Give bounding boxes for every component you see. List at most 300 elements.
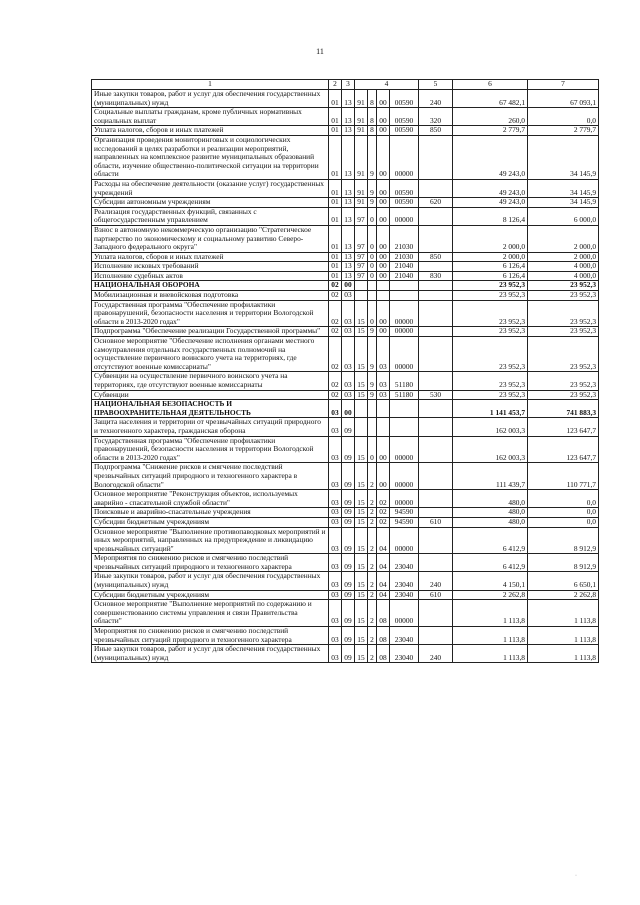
row-name: Государственная программа "Обеспечение профилактики правонарушений, безопасности населения и территории Вологодской области в 2013-2020 годах"	[92, 436, 329, 463]
subprogram-code: 8	[368, 90, 377, 108]
subsection-code: 13	[342, 262, 355, 272]
program-code: 91	[355, 90, 368, 108]
row-name: Субвенции	[92, 390, 329, 400]
expense-type-code	[419, 337, 453, 372]
subprogram-code: 2	[368, 508, 377, 518]
section-code: 03	[329, 590, 342, 600]
subsection-code: 09	[342, 508, 355, 518]
program-code: 91	[355, 198, 368, 208]
program-code: 15	[355, 337, 368, 372]
amount-col-6: 480,0	[453, 508, 528, 518]
event-code: 00	[377, 207, 390, 225]
expense-type-code	[419, 281, 453, 291]
program-code: 15	[355, 436, 368, 463]
amount-col-7: 34 145,9	[528, 198, 599, 208]
section-code: 03	[329, 400, 342, 418]
amount-col-6: 23 952,3	[453, 372, 528, 390]
direction-code: 00000	[390, 207, 419, 225]
row-name: Исполнение исковых требований	[92, 262, 329, 272]
expense-type-code	[419, 135, 453, 179]
subprogram-code: 0	[368, 225, 377, 252]
row-name: Подпрограмма "Обеспечение реализации Государственной программы"	[92, 327, 329, 337]
row-name: Основное мероприятие "Выполнение противопаводковых мероприятий и иных мероприятий, направленных на предупреждение и ликвидацию чрезвычайных ситуаций"	[92, 527, 329, 554]
amount-col-7: 23 952,3	[528, 390, 599, 400]
row-name: Уплата налогов, сборов и иных платежей	[92, 252, 329, 262]
direction-code: 00590	[390, 179, 419, 197]
row-name: Государственная программа "Обеспечение профилактики правонарушений, безопасности населения и территории Вологодской области в 2013-2020 годах"	[92, 300, 329, 327]
section-code: 03	[329, 554, 342, 572]
event-code: 00	[377, 108, 390, 126]
direction-code: 00000	[390, 337, 419, 372]
subprogram-code: 0	[368, 300, 377, 327]
amount-col-7: 8 912,9	[528, 554, 599, 572]
table-row	[92, 400, 599, 418]
section-code: 03	[329, 572, 342, 590]
row-name: Иные закупки товаров, работ и услуг для обеспечения государственных (муниципальных) нужд	[92, 572, 329, 590]
subprogram-code: 2	[368, 645, 377, 663]
direction-code: 21040	[390, 271, 419, 281]
amount-col-7: 0,0	[528, 517, 599, 527]
amount-col-6: 4 150,1	[453, 572, 528, 590]
section-code: 03	[329, 527, 342, 554]
subsection-code: 13	[342, 252, 355, 262]
event-code	[377, 400, 390, 418]
amount-col-6: 480,0	[453, 517, 528, 527]
amount-col-7: 8 912,9	[528, 527, 599, 554]
amount-col-6: 23 952,3	[453, 327, 528, 337]
section-code: 01	[329, 90, 342, 108]
amount-col-6: 49 243,0	[453, 179, 528, 197]
table-row	[92, 490, 599, 508]
direction-code: 94590	[390, 517, 419, 527]
subsection-code: 09	[342, 627, 355, 645]
amount-col-7: 23 952,3	[528, 337, 599, 372]
table-row	[92, 554, 599, 572]
table-row	[92, 126, 599, 136]
direction-code: 23040	[390, 554, 419, 572]
amount-col-7: 6 000,0	[528, 207, 599, 225]
amount-col-6: 8 126,4	[453, 207, 528, 225]
event-code: 04	[377, 572, 390, 590]
section-code: 02	[329, 291, 342, 301]
amount-col-7: 23 952,3	[528, 291, 599, 301]
row-name: Поисковые и аварийно-спасательные учреждения	[92, 508, 329, 518]
subprogram-code: 2	[368, 554, 377, 572]
row-name: Основное мероприятие "Реконструкция объектов, используемых аварийно - спасательной службой области"	[92, 490, 329, 508]
event-code: 08	[377, 600, 390, 627]
event-code: 02	[377, 490, 390, 508]
subprogram-code: 9	[368, 179, 377, 197]
subprogram-code: 9	[368, 135, 377, 179]
expense-type-code	[419, 436, 453, 463]
subprogram-code: 2	[368, 590, 377, 600]
amount-col-7: 741 883,3	[528, 400, 599, 418]
expense-type-code	[419, 627, 453, 645]
subprogram-code: 9	[368, 390, 377, 400]
subprogram-code: 8	[368, 108, 377, 126]
section-code: 02	[329, 281, 342, 291]
direction-code: 23040	[390, 590, 419, 600]
subprogram-code	[368, 400, 377, 418]
subprogram-code: 2	[368, 490, 377, 508]
row-name: Исполнение судебных актов	[92, 271, 329, 281]
subsection-code: 09	[342, 645, 355, 663]
subsection-code: 03	[342, 291, 355, 301]
column-header-7: 7	[528, 80, 599, 90]
expense-type-code: 830	[419, 271, 453, 281]
section-code: 01	[329, 207, 342, 225]
direction-code: 21040	[390, 262, 419, 272]
section-code: 03	[329, 508, 342, 518]
expense-type-code: 240	[419, 572, 453, 590]
amount-col-7: 0,0	[528, 490, 599, 508]
subprogram-code	[368, 291, 377, 301]
amount-col-6: 23 952,3	[453, 337, 528, 372]
direction-code: 23040	[390, 627, 419, 645]
amount-col-7: 110 771,7	[528, 463, 599, 490]
table-row	[92, 418, 599, 436]
amount-col-7: 0,0	[528, 508, 599, 518]
program-code: 15	[355, 490, 368, 508]
amount-col-7: 34 145,9	[528, 135, 599, 179]
subsection-code: 09	[342, 590, 355, 600]
column-header-4: 4	[355, 80, 419, 90]
section-code: 03	[329, 645, 342, 663]
expense-type-code: 850	[419, 252, 453, 262]
section-code: 01	[329, 179, 342, 197]
amount-col-6: 480,0	[453, 490, 528, 508]
program-code: 15	[355, 554, 368, 572]
amount-col-7: 0,0	[528, 108, 599, 126]
subprogram-code: 0	[368, 436, 377, 463]
section-code: 01	[329, 271, 342, 281]
subsection-code: 13	[342, 225, 355, 252]
expense-type-code: 850	[419, 126, 453, 136]
subprogram-code	[368, 418, 377, 436]
direction-code: 51180	[390, 372, 419, 390]
amount-col-6: 1 141 453,7	[453, 400, 528, 418]
direction-code: 00000	[390, 463, 419, 490]
subsection-code: 13	[342, 207, 355, 225]
row-name: Реализация государственных функций, связанных с общегосударственным управлением	[92, 207, 329, 225]
table-row	[92, 508, 599, 518]
table-row	[92, 463, 599, 490]
program-code: 15	[355, 527, 368, 554]
row-name: Основное мероприятие "Выполнение мероприятий по содержанию и совершенствованию системы управления и связи Правительства области"	[92, 600, 329, 627]
table-row	[92, 252, 599, 262]
program-code: 91	[355, 135, 368, 179]
subsection-code: 09	[342, 418, 355, 436]
subprogram-code: 2	[368, 600, 377, 627]
row-name: Субсидии бюджетным учреждениям	[92, 517, 329, 527]
amount-col-6: 23 952,3	[453, 281, 528, 291]
page-number: 11	[316, 47, 324, 56]
subprogram-code: 8	[368, 126, 377, 136]
section-code: 03	[329, 463, 342, 490]
event-code: 00	[377, 252, 390, 262]
section-code: 01	[329, 262, 342, 272]
expense-type-code	[419, 262, 453, 272]
amount-col-6: 49 243,0	[453, 198, 528, 208]
direction-code: 00000	[390, 327, 419, 337]
expense-type-code	[419, 463, 453, 490]
amount-col-7: 1 113,8	[528, 600, 599, 627]
table-row	[92, 281, 599, 291]
direction-code: 94590	[390, 508, 419, 518]
table-row	[92, 436, 599, 463]
row-name: Субсидии автономным учреждениям	[92, 198, 329, 208]
table-row	[92, 135, 599, 179]
subprogram-code: 2	[368, 627, 377, 645]
direction-code: 51180	[390, 390, 419, 400]
event-code: 00	[377, 271, 390, 281]
program-code: 97	[355, 262, 368, 272]
expense-type-code: 240	[419, 645, 453, 663]
amount-col-6: 1 113,8	[453, 600, 528, 627]
amount-col-6: 6 412,9	[453, 527, 528, 554]
program-code: 15	[355, 463, 368, 490]
row-name: Уплата налогов, сборов и иных платежей	[92, 126, 329, 136]
amount-col-7: 123 647,7	[528, 436, 599, 463]
table-row	[92, 225, 599, 252]
event-code: 03	[377, 337, 390, 372]
section-code: 01	[329, 135, 342, 179]
subsection-code: 03	[342, 390, 355, 400]
subprogram-code: 9	[368, 372, 377, 390]
table-row	[92, 627, 599, 645]
program-code: 15	[355, 372, 368, 390]
subsection-code: 13	[342, 90, 355, 108]
program-code: 15	[355, 590, 368, 600]
expense-type-code: 610	[419, 517, 453, 527]
budget-table	[91, 79, 599, 663]
expense-type-code	[419, 372, 453, 390]
subprogram-code: 0	[368, 207, 377, 225]
table-row	[92, 327, 599, 337]
subprogram-code: 2	[368, 517, 377, 527]
program-code: 15	[355, 572, 368, 590]
section-code: 01	[329, 225, 342, 252]
expense-type-code	[419, 225, 453, 252]
amount-col-7: 23 952,3	[528, 327, 599, 337]
row-name: Субвенции на осуществление первичного воинского учета на территориях, где отсутствуют военные комиссариаты	[92, 372, 329, 390]
program-code: 15	[355, 600, 368, 627]
expense-type-code: 530	[419, 390, 453, 400]
expense-type-code: 620	[419, 198, 453, 208]
subsection-code: 03	[342, 327, 355, 337]
row-name: Субсидии бюджетным учреждениям	[92, 590, 329, 600]
expense-type-code	[419, 207, 453, 225]
amount-col-6: 6 126,4	[453, 262, 528, 272]
column-header-5: 5	[419, 80, 453, 90]
direction-code: 00590	[390, 108, 419, 126]
section-code: 02	[329, 390, 342, 400]
amount-col-7: 1 113,8	[528, 627, 599, 645]
event-code: 00	[377, 262, 390, 272]
event-code: 04	[377, 527, 390, 554]
table-row	[92, 572, 599, 590]
direction-code	[390, 281, 419, 291]
expense-type-code	[419, 600, 453, 627]
table-row	[92, 337, 599, 372]
amount-col-6: 23 952,3	[453, 390, 528, 400]
row-name: Иные закупки товаров, работ и услуг для обеспечения государственных (муниципальных) нужд	[92, 645, 329, 663]
expense-type-code	[419, 490, 453, 508]
table-body	[92, 90, 599, 663]
expense-type-code	[419, 418, 453, 436]
program-code: 91	[355, 179, 368, 197]
row-name: Мероприятия по снижению рисков и смягчению последствий чрезвычайных ситуаций природного и техногенного характера	[92, 627, 329, 645]
amount-col-6: 49 243,0	[453, 135, 528, 179]
event-code: 00	[377, 126, 390, 136]
direction-code: 21030	[390, 252, 419, 262]
direction-code	[390, 291, 419, 301]
row-name: Иные закупки товаров, работ и услуг для обеспечения государственных (муниципальных) нужд	[92, 90, 329, 108]
amount-col-7: 4 000,0	[528, 262, 599, 272]
event-code	[377, 291, 390, 301]
footer-mark: ·	[575, 873, 577, 879]
subprogram-code: 2	[368, 527, 377, 554]
table-row	[92, 198, 599, 208]
program-code: 97	[355, 271, 368, 281]
section-code: 03	[329, 517, 342, 527]
row-name: Защита населения и территории от чрезвычайных ситуаций природного и техногенного характера, гражданская оборона	[92, 418, 329, 436]
section-code: 02	[329, 372, 342, 390]
direction-code: 00590	[390, 198, 419, 208]
direction-code: 00000	[390, 135, 419, 179]
program-code: 91	[355, 108, 368, 126]
program-code	[355, 418, 368, 436]
column-header-2: 2	[329, 80, 342, 90]
amount-col-7: 4 000,0	[528, 271, 599, 281]
amount-col-7: 123 647,7	[528, 418, 599, 436]
column-header-6: 6	[453, 80, 528, 90]
expense-type-code	[419, 508, 453, 518]
section-code: 02	[329, 300, 342, 327]
amount-col-7: 6 650,1	[528, 572, 599, 590]
direction-code	[390, 400, 419, 418]
direction-code: 00000	[390, 300, 419, 327]
table-row	[92, 291, 599, 301]
subsection-code: 13	[342, 135, 355, 179]
event-code: 04	[377, 554, 390, 572]
column-header-1: 1	[92, 80, 329, 90]
table-row	[92, 372, 599, 390]
expense-type-code: 240	[419, 90, 453, 108]
expense-type-code	[419, 179, 453, 197]
table-row	[92, 527, 599, 554]
program-code	[355, 281, 368, 291]
table-row	[92, 645, 599, 663]
subsection-code: 03	[342, 300, 355, 327]
amount-col-6: 111 439,7	[453, 463, 528, 490]
subsection-code: 09	[342, 490, 355, 508]
column-header-3: 3	[342, 80, 355, 90]
amount-col-6: 6 412,9	[453, 554, 528, 572]
event-code	[377, 418, 390, 436]
direction-code: 00590	[390, 90, 419, 108]
table-row	[92, 108, 599, 126]
header-row	[92, 80, 599, 90]
amount-col-6: 23 952,3	[453, 291, 528, 301]
amount-col-7: 2 262,8	[528, 590, 599, 600]
event-code: 02	[377, 508, 390, 518]
subsection-code: 09	[342, 554, 355, 572]
direction-code: 21030	[390, 225, 419, 252]
program-code: 15	[355, 508, 368, 518]
section-code: 03	[329, 418, 342, 436]
subsection-code: 03	[342, 372, 355, 390]
subsection-code: 13	[342, 126, 355, 136]
subprogram-code: 9	[368, 327, 377, 337]
amount-col-7: 2 779,7	[528, 126, 599, 136]
subsection-code: 13	[342, 198, 355, 208]
program-code: 15	[355, 390, 368, 400]
event-code: 00	[377, 327, 390, 337]
event-code	[377, 281, 390, 291]
row-name: Социальные выплаты гражданам, кроме публичных нормативных социальных выплат	[92, 108, 329, 126]
program-code: 91	[355, 126, 368, 136]
section-code: 01	[329, 198, 342, 208]
program-code: 97	[355, 252, 368, 262]
subprogram-code: 9	[368, 198, 377, 208]
direction-code: 00000	[390, 490, 419, 508]
table-row	[92, 590, 599, 600]
expense-type-code	[419, 554, 453, 572]
event-code: 00	[377, 463, 390, 490]
subsection-code: 00	[342, 281, 355, 291]
direction-code: 23040	[390, 572, 419, 590]
table-row	[92, 262, 599, 272]
subprogram-code: 0	[368, 271, 377, 281]
event-code: 00	[377, 436, 390, 463]
subsection-code: 09	[342, 463, 355, 490]
direction-code: 00590	[390, 126, 419, 136]
expense-type-code	[419, 527, 453, 554]
subsection-code: 00	[342, 400, 355, 418]
amount-col-6: 6 126,4	[453, 271, 528, 281]
subprogram-code: 0	[368, 252, 377, 262]
direction-code	[390, 418, 419, 436]
amount-col-6: 2 779,7	[453, 126, 528, 136]
amount-col-7: 67 093,1	[528, 90, 599, 108]
direction-code: 00000	[390, 436, 419, 463]
subsection-code: 09	[342, 600, 355, 627]
event-code: 00	[377, 300, 390, 327]
amount-col-7: 34 145,9	[528, 179, 599, 197]
table-row	[92, 600, 599, 627]
amount-col-6: 1 113,8	[453, 645, 528, 663]
expense-type-code	[419, 291, 453, 301]
row-name: Подпрограмма "Снижение рисков и смягчение последствий чрезвычайных ситуаций природного и техногенного характера в Вологодской области"	[92, 463, 329, 490]
subsection-code: 13	[342, 179, 355, 197]
subsection-code: 03	[342, 337, 355, 372]
event-code: 08	[377, 627, 390, 645]
amount-col-6: 2 000,0	[453, 225, 528, 252]
table-row	[92, 390, 599, 400]
amount-col-7: 2 000,0	[528, 252, 599, 262]
row-name: НАЦИОНАЛЬНАЯ БЕЗОПАСНОСТЬ И ПРАВООХРАНИТЕЛЬНАЯ ДЕЯТЕЛЬНОСТЬ	[92, 400, 329, 418]
table-row	[92, 517, 599, 527]
event-code: 03	[377, 390, 390, 400]
amount-col-6: 162 003,3	[453, 418, 528, 436]
event-code: 00	[377, 198, 390, 208]
amount-col-6: 2 000,0	[453, 252, 528, 262]
section-code: 02	[329, 327, 342, 337]
amount-col-6: 162 003,3	[453, 436, 528, 463]
table-row	[92, 179, 599, 197]
event-code: 00	[377, 135, 390, 179]
